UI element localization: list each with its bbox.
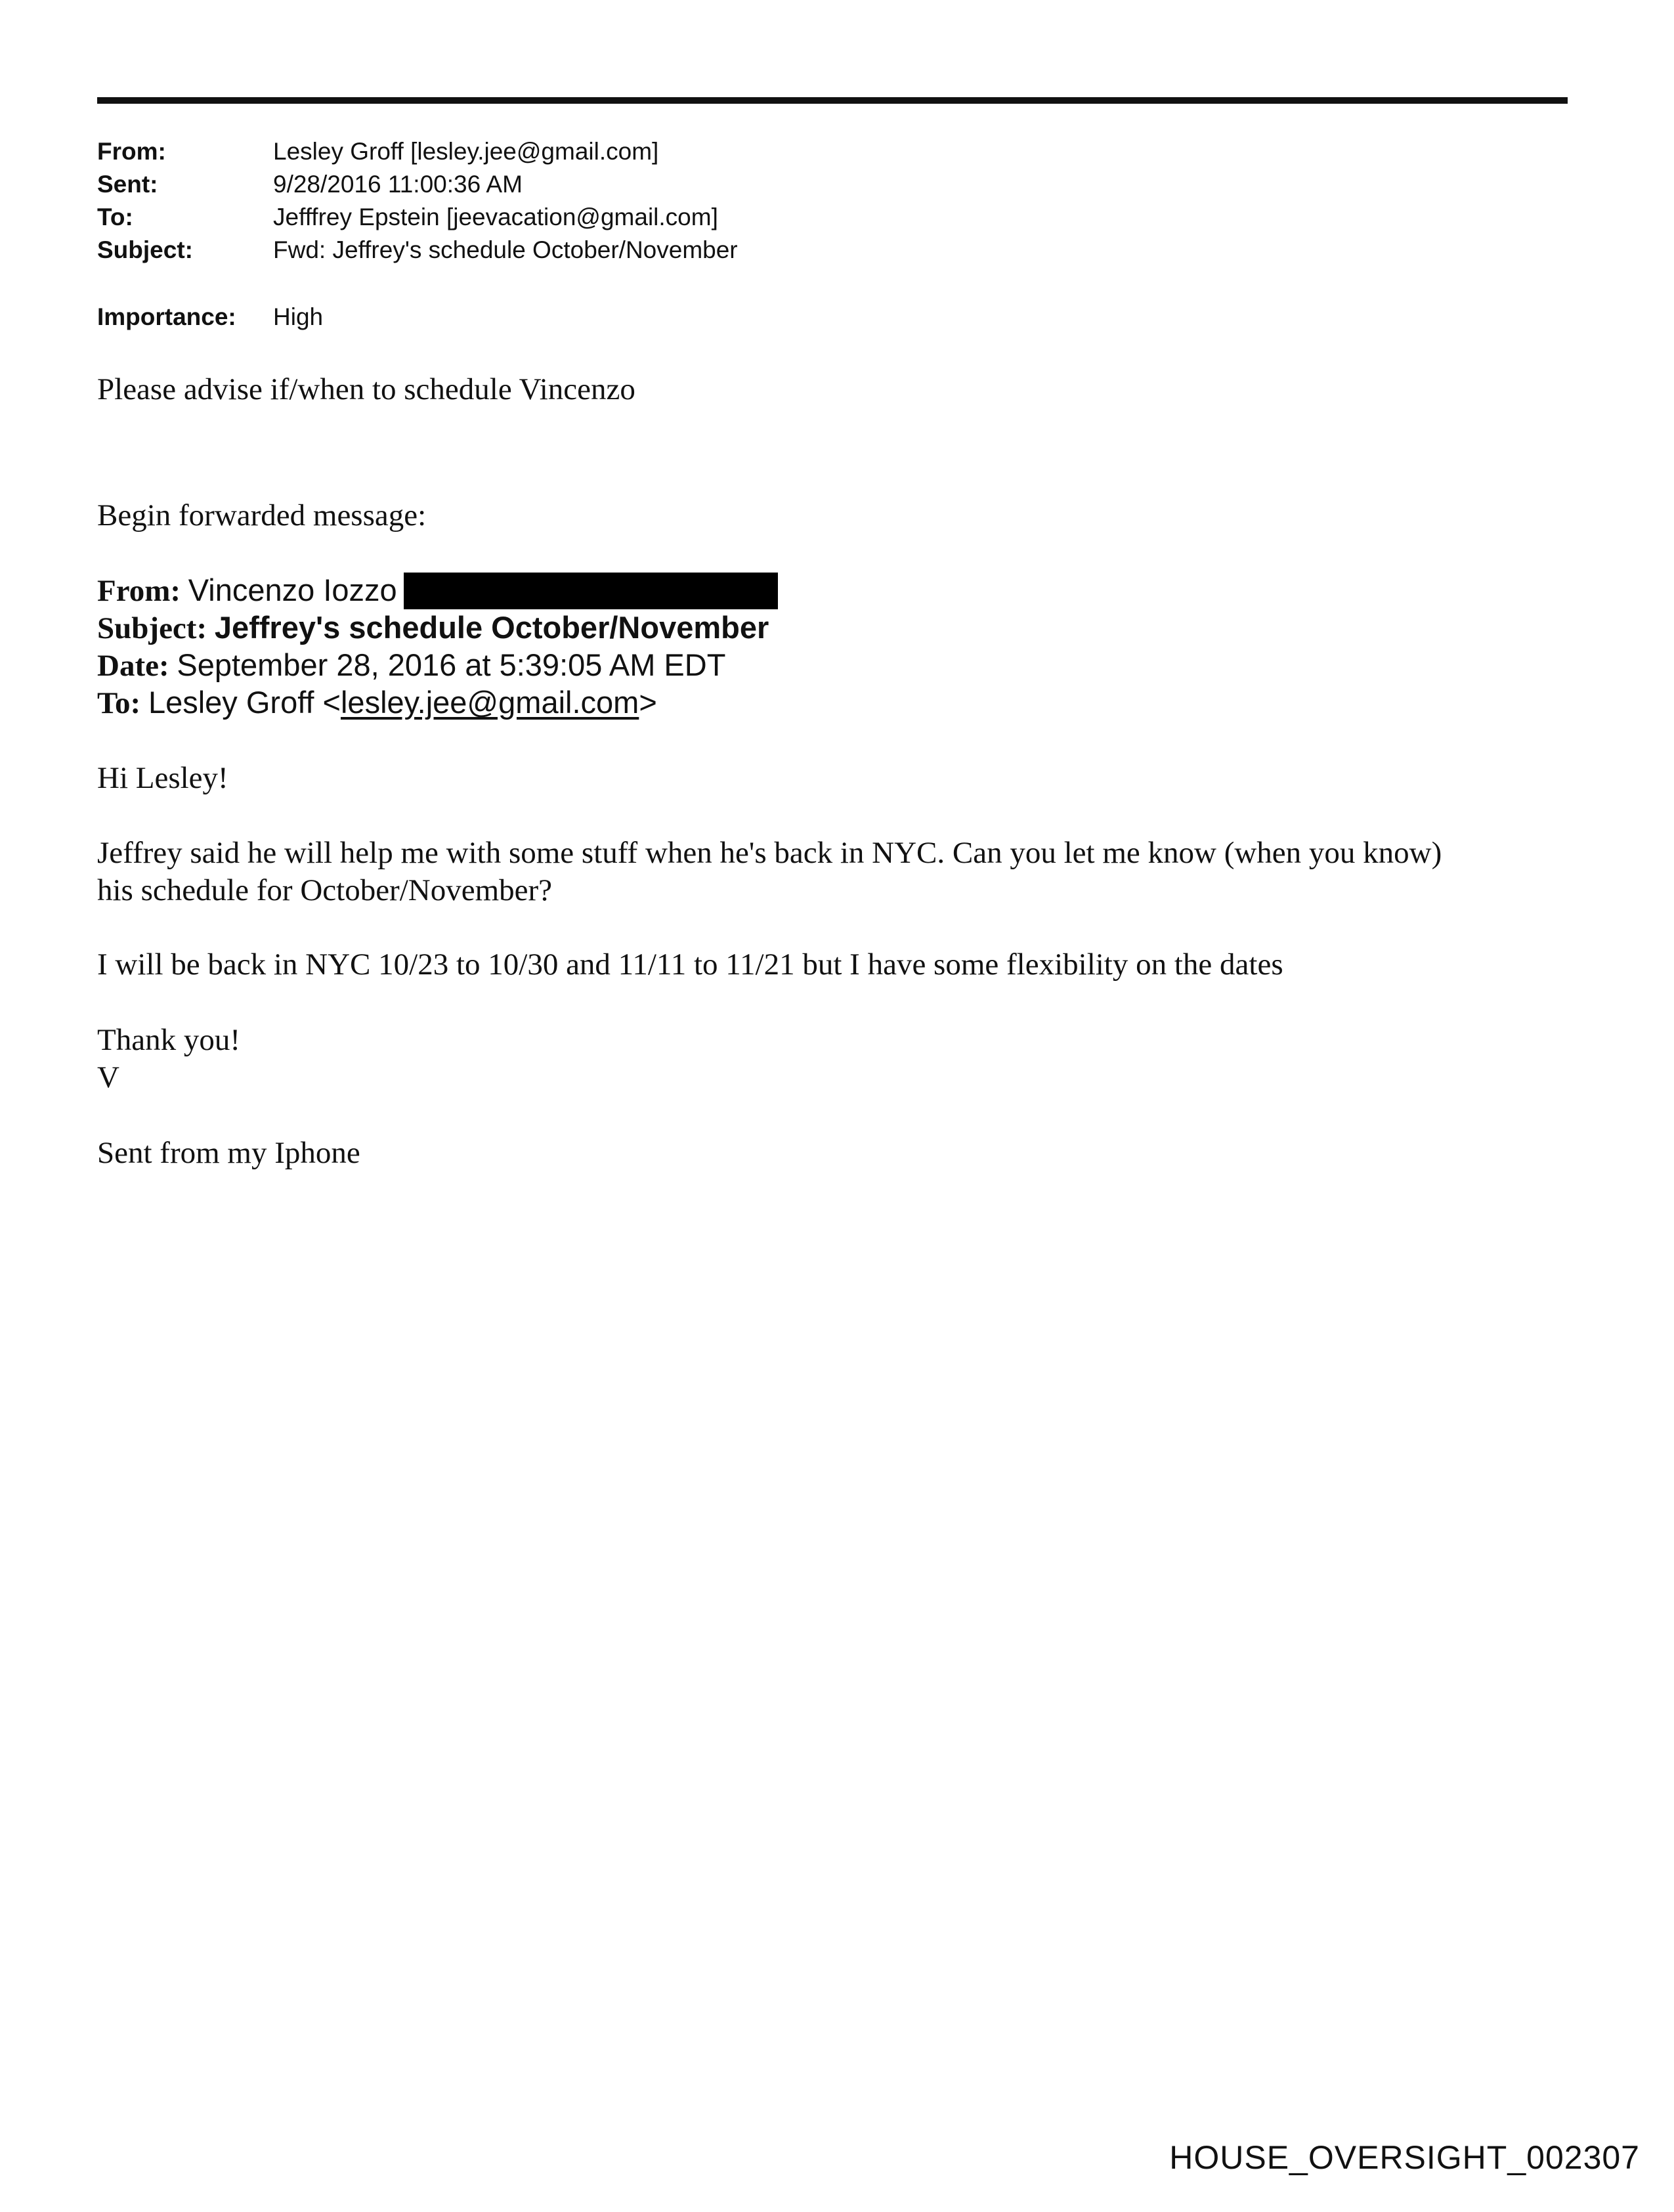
forwarded-to-label: To: <box>97 686 141 720</box>
forwarded-date-label: Date: <box>97 649 169 683</box>
message-para1-line2: his schedule for October/November? <box>97 873 552 907</box>
header-importance-label: Importance: <box>97 303 236 330</box>
forwarded-date-row <box>97 646 725 685</box>
header-from-value: Lesley Groff [lesley.jee@gmail.com] <box>273 138 659 165</box>
forwarded-from-row <box>97 571 778 612</box>
message-sent-from: Sent from my Iphone <box>97 1136 360 1170</box>
body-line-1: Please advise if/when to schedule Vincenzo <box>97 372 635 406</box>
header-subject-label: Subject: <box>97 236 193 263</box>
header-from-label: From: <box>97 138 166 165</box>
forwarded-subject-row <box>97 609 769 647</box>
forwarded-to-email-link[interactable]: lesley.jee@gmail.com <box>340 685 639 720</box>
forwarded-subject-label: Subject: <box>97 611 207 645</box>
header-subject-value: Fwd: Jeffrey's schedule October/November <box>273 236 738 263</box>
forwarded-from-value: Vincenzo Iozzo <box>188 573 397 607</box>
message-greeting: Hi Lesley! <box>97 761 228 795</box>
message-para1-line1: Jeffrey said he will help me with some stuff when he's back in NYC. Can you let me know (when you know) <box>97 836 1442 870</box>
forwarded-from-label: From: <box>97 574 181 608</box>
header-sent-value: 9/28/2016 11:00:36 AM <box>273 171 523 198</box>
header-importance-value: High <box>273 303 324 330</box>
forwarded-subject-value: Jeffrey's schedule October/November <box>214 610 769 645</box>
forwarded-to-row <box>97 683 657 722</box>
forwarded-to-name: Lesley Groff < <box>148 685 341 720</box>
message-signoff: V <box>97 1060 119 1095</box>
header-sent-label: Sent: <box>97 171 158 198</box>
redaction-box <box>404 573 778 609</box>
header-to-value: Jefffrey Epstein [jeevacation@gmail.com] <box>273 204 718 230</box>
message-thanks: Thank you! <box>97 1023 240 1057</box>
bates-number: HOUSE_OVERSIGHT_002307 <box>1169 2139 1640 2176</box>
message-para2: I will be back in NYC 10/23 to 10/30 and 11/11 to 11/21 but I have some flexibility on the dates <box>97 947 1283 982</box>
header-to-label: To: <box>97 204 133 230</box>
top-rule <box>97 97 1568 104</box>
begin-forwarded-text: Begin forwarded message: <box>97 498 427 532</box>
forwarded-date-value: September 28, 2016 at 5:39:05 AM EDT <box>177 647 726 682</box>
forwarded-to-close: > <box>639 685 657 720</box>
